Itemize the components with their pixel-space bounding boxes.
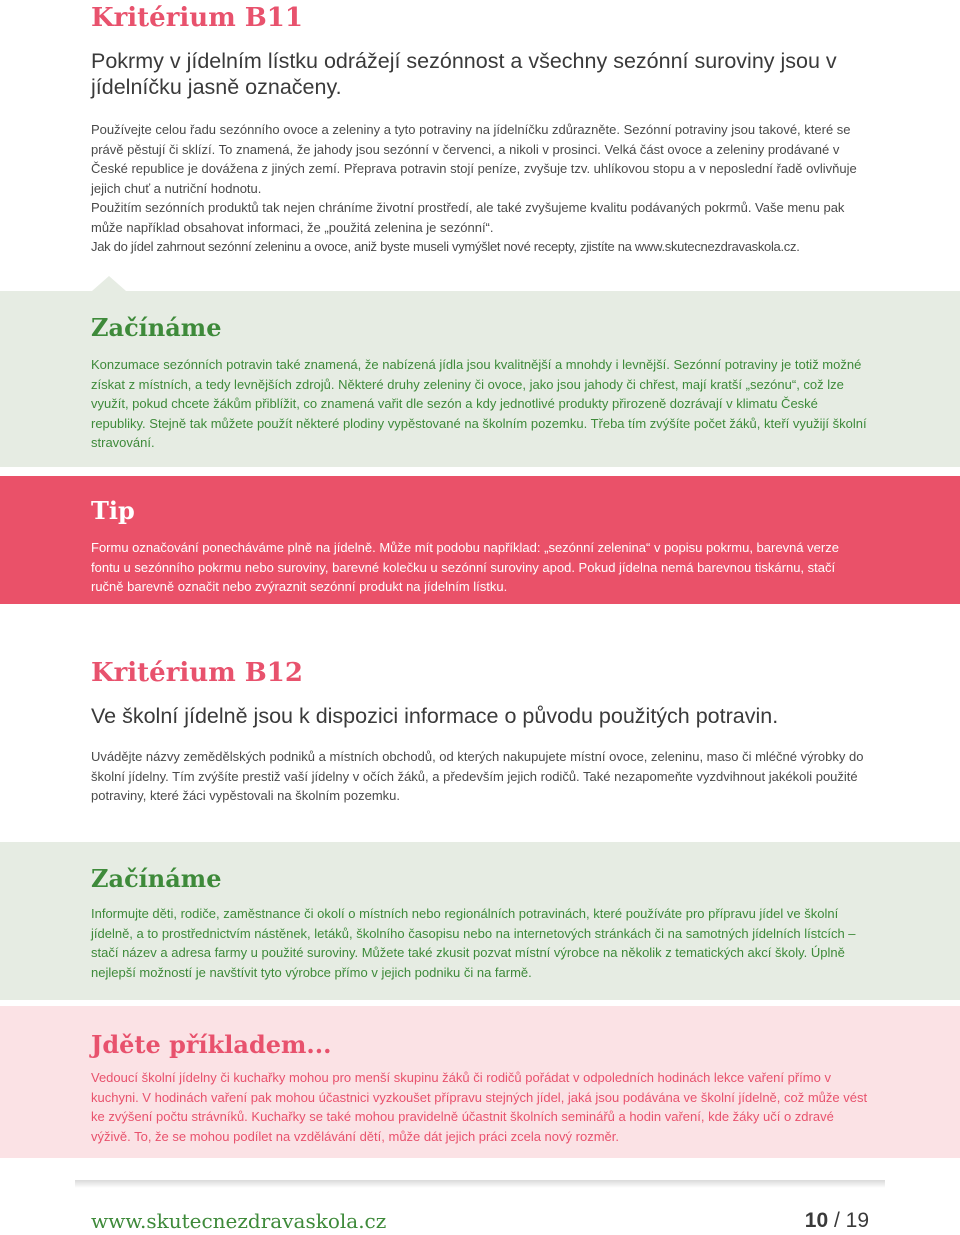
- zacíname-1-title: Začínáme: [91, 313, 222, 342]
- footer-url[interactable]: www.skutecnezdravaskola.cz: [91, 1209, 387, 1233]
- b11-subtitle: Pokrmy v jídelním lístku odrážejí sezónnost a všechny sezónní suroviny jsou v jídelníčku jasně označeny.: [91, 49, 837, 99]
- total-pages: 19: [845, 1209, 869, 1232]
- page-separator: /: [828, 1209, 846, 1232]
- zacíname-band-1: [0, 291, 960, 467]
- tip-band: [0, 476, 960, 604]
- b11-paragraph-1: Používejte celou řadu sezónního ovoce a zeleniny a tyto potraviny na jídelníčku zdůrazněte. Sezónní potraviny jsou takové, které se právě pěstují či sklízí. To znamená, že jahody jsou sezónní v červenci, a nikoli v prosinci. Velká část ovoce a zeleniny prodávané v České republice je dovážena z jiných zemí. Přeprava potravin stojí peníze, zvyšuje tzv. uhlíkovou stopu a v neposlední řadě ovlivňuje jejich chuť a nutriční hodnotu.: [91, 122, 857, 196]
- jdete-text: Vedoucí školní jídelny či kuchařky mohou pro menší skupinu žáků či rodičů pořádat v odpoledních hodinách lekce vaření přímo v kuchyni. V hodinách vaření pak mohou účastnici vyzkoušet přípravu stejných jídel, jaká jsou podávána ve školní jídelně, což může vést ke zvýšení počtu strávníků. Kuchařky se také mohou pravidelně účastnit školních seminářů a hodin vaření, kde žáky učí o zdravé výživě. To, že se mohou podílet na vzdělávání dětí, může dát jejich práci zcela nový rozměr.: [91, 1070, 868, 1144]
- current-page: 10: [804, 1209, 829, 1232]
- b12-paragraph-1: Uvádějte názvy zemědělských podniků a místních obchodů, od kterých nakupujete místní ovoce, zeleninu, maso či mléčné výrobky do školní jídelny. Tím zvýšíte prestiž vaší jídelny v očích žáků, a především jejich rodičů. Také nezapomeňte vyzdvihnout jakékoli použité potraviny, které žáci vypěstovali na školním pozemku.: [91, 749, 864, 803]
- b11-title: Kritérium B11: [91, 3, 303, 33]
- zacíname-2-text: Informujte děti, rodiče, zaměstnance či okolí o místních nebo regionálních potravinách, které používáte pro přípravu jídel ve školní jídelně, a to prostřednictvím nástěnek, letáků, školního časopisu nebo na internetových stránkách či na samotných jídelních lístcích – stačí název a adresa farmy u použité suroviny. Můžete také zkusit pozvat místní výrobce na několik z tematických akcí školy. Úplně nejlepší možností je navštívit tyto výrobce přímo v jejich podniku či na farmě.: [91, 906, 856, 980]
- b11-paragraph-2: Použitím sezónních produktů tak nejen chráníme životní prostředí, ale také zvyšujeme kvalitu podávaných pokrmů. Vaše menu pak může například obsahovat informaci, že „použitá zelenina je sezónní“.: [91, 200, 845, 235]
- b11-section: [0, 2, 960, 257]
- page-number: [805, 1207, 869, 1235]
- tip-title: Tip: [91, 496, 135, 525]
- zacíname-1-text: Konzumace sezónních potravin také znamená, že nabízená jídla jsou kvalitnější a mnohdy i levnější. Sezónní potraviny je totiž možné získat z místních, a tedy levnějších zdrojů. Některé druhy zeleniny či ovoce, jako jsou jahody či chřest, mají kratší „sezónu“, což lze využít, pokud chcete žákům přiblížit, co znamená vařit dle sezón a kdy jednotlivé produkty přirozeně dozrávají v klimatu České republiky. Stejně tak můžete použít některé plodiny vypěstované na školním pozemku. Třeba tím zvýšíte počet žáků, kteří využijí školní stravování.: [91, 357, 867, 450]
- tip-text: Formu označování ponecháváme plně na jídelně. Může mít podobu například: „sezónní zelenina“ v popisu pokrmu, barevná verze fontu u sezónního pokrmu nebo suroviny, barevné kolečku u sezónní suroviny apod. Pokud jídelna nemá barevnou tiskárnu, stačí ručně barevně označit nebo zvýraznit sezónní produkt na jídelním lístku.: [91, 540, 839, 594]
- b11-paragraph-3: Jak do jídel zahrnout sezónní zeleninu a ovoce, aniž byste museli vymýšlet nové recepty, zjistíte na www.skutecnezdravaskola.cz.: [91, 239, 800, 254]
- jdete-title: Jděte příkladem...: [91, 1030, 332, 1059]
- b12-title: Kritérium B12: [91, 658, 303, 688]
- callout-notch: [92, 276, 126, 291]
- b12-section: [0, 657, 960, 806]
- b12-subtitle: Ve školní jídelně jsou k dispozici informace o původu použitých potravin.: [91, 704, 779, 728]
- footer-divider: [75, 1180, 885, 1188]
- zacíname-band-2: [0, 842, 960, 1000]
- jdete-band: [0, 1006, 960, 1158]
- zacíname-2-title: Začínáme: [91, 864, 222, 893]
